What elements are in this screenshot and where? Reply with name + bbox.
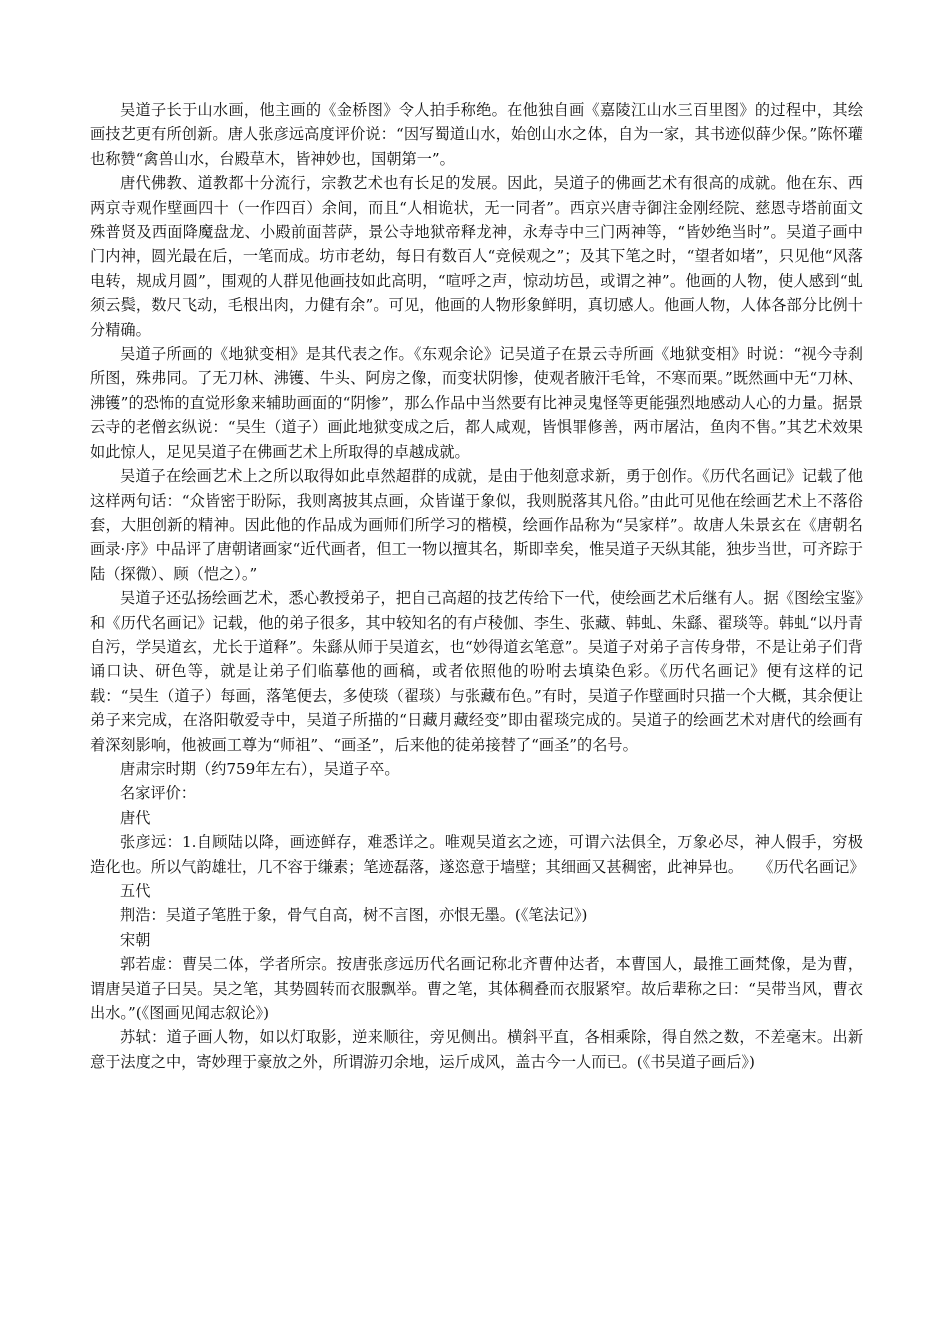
quote-su-shi: 苏轼：道子画人物，如以灯取影，逆来顺往，旁见侧出。横斜平直，各相乘除，得自然之数，不差毫末。出新意于法度之中，寄妙理于豪放之外，所谓游刃余地，运斤成风，盖古今一人而已。(《书吴道子画后》) <box>90 1028 863 1071</box>
quote-zhang-yanyuan: 张彦远：1.自顾陆以降，画迹鲜存，难悉详之。唯观吴道玄之迹，可谓六法俱全，万象必尽，神人假手，穷极造化也。所以气韵雄壮，几不容于缣素；笔迹磊落，遂恣意于墙壁；其细画又甚稠密，此神异也。 《历代名画记》 <box>90 833 865 876</box>
paragraph-landscape: 吴道子长于山水画，他主画的《金桥图》令人拍手称绝。在他独自画《嘉陵江山水三百里图》的过程中，其绘画技艺更有所创新。唐人张彦远高度评价说：“因写蜀道山水，始创山水之体，自为一家，其书迹似薛少保。”陈怀瓘也称赞“禽兽山水，台殿草木，皆神妙也，国朝第一”。 <box>90 101 863 168</box>
paragraph-death: 唐肃宗时期（约759年左右），吴道子卒。 <box>120 759 400 778</box>
paragraph-innovation: 吴道子在绘画艺术上之所以取得如此卓然超群的成就，是由于他刻意求新，勇于创作。《历代名画记》记载了他这样两句话：“众皆密于盼际，我则离披其点画，众皆谨于象似，我则脱落其凡俗。”由此可见他在绘画艺术上不落俗套，大胆创新的精神。因此他的作品成为画师们所学习的楷模，绘画作品称为“吴家样”。故唐人朱景玄在《唐朝名画录·序》中品评了唐朝诸画家“近代画者，但工一物以擅其名，斯即幸矣，惟吴道子天纵其能，独步当世，可齐踪于陆（探微）、顾（恺之）。” <box>90 467 863 583</box>
heading-five-dynasties: 五代 <box>120 882 151 900</box>
paragraph-disciples: 吴道子还弘扬绘画艺术，悉心教授弟子，把自己高超的技艺传给下一代，使绘画艺术后继有人。据《图绘宝鉴》和《历代名画记》记载，他的弟子很多，其中较知名的有卢稜伽、李生、张藏、韩虬、朱繇、翟琰等。韩虬“以丹青自污，学吴道玄，尤长于道释”。朱繇从师于吴道玄，也“妙得道玄笔意”。吴道子对弟子言传身带，不是让弟子们背诵口诀、研色等，就是让弟子们临摹他的画稿，或者依照他的吩咐去填染色彩。《历代名画记》便有这样的记载：“吴生（道子）每画，落笔便去，多使琰（翟琰）与张藏布色。”有时，吴道子作壁画时只描一个大概，其余便让弟子来完成，在洛阳敬爱寺中，吴道子所描的“日藏月藏经变”即由翟琰完成的。吴道子的绘画艺术对唐代的绘画有着深刻影响，他被画工尊为“师祖”、“画圣”，后来他的徒弟接替了“画圣”的名号。 <box>90 589 863 754</box>
paragraph-hell-painting: 吴道子所画的《地狱变相》是其代表之作。《东观余论》记吴道子在景云寺所画《地狱变相》时说：“视今寺刹所图，殊弗同。了无刀林、沸镬、牛头、阿房之像，而变状阴惨，使观者腋汗毛耸，不寒而栗。”既然画中无“刀林、沸镬”的恐怖的直觉形象来辅助画面的“阴惨”，那么作品中当然要有比神灵鬼怪等更能强烈地感动人心的力量。据景云寺的老僧玄纵说：“吴生（道子）画此地狱变成之后，都人咸观，皆惧罪修善，两市屠沽，鱼肉不售。”其艺术效果如此惊人，足见吴道子在佛画艺术上所取得的卓越成就。 <box>90 345 863 461</box>
quote-guo-ruoxu: 郭若虚：曹吴二体，学者所宗。按唐张彦远历代名画记称北齐曹仲达者，本曹国人，最推工画梵像，是为曹，谓唐吴道子曰吴。吴之笔，其势圆转而衣服飘举。曹之笔，其体稠叠而衣服紧窄。故后辈称之曰：“吴带当风，曹衣出水。”(《图画见闻志叙论》) <box>90 955 863 1023</box>
heading-tang: 唐代 <box>120 808 151 827</box>
heading-reviews: 名家评价： <box>120 784 196 803</box>
document-body <box>90 98 863 1074</box>
quote-jing-hao: 荆浩：吴道子笔胜于象，骨气自高，树不言图，亦恨无墨。(《笔法记》) <box>120 906 588 925</box>
heading-song: 宋朝 <box>120 930 151 949</box>
paragraph-buddhist-art: 唐代佛教、道教都十分流行，宗教艺术也有长足的发展。因此，吴道子的佛画艺术有很高的成就。他在东、西两京寺观作壁画四十（一作四百）余间，而且“人相诡状，无一同者”。西京兴唐寺御注金刚经院、慈恩寺塔前面文殊普贤及西面降魔盘龙、小殿前面菩萨，景公寺地狱帝释龙神，永寿寺中三门两神等，“皆妙绝当时”。吴道子画中门内神，圆光最在后，一笔而成。坊市老幼，每日有数百人“竞候观之”；及其下笔之时，“望者如堵”，只见他“风落电转，规成月圆”，围观的人群见他画技如此高明，“喧呼之声，惊动坊邑，或谓之神”。他画的人物，使人感到“虬须云鬓，数尺飞动，毛根出肉，力健有余”。可见，他画的人物形象鲜明，真切感人。他画人物，人体各部分比例十分精确。 <box>90 174 863 339</box>
